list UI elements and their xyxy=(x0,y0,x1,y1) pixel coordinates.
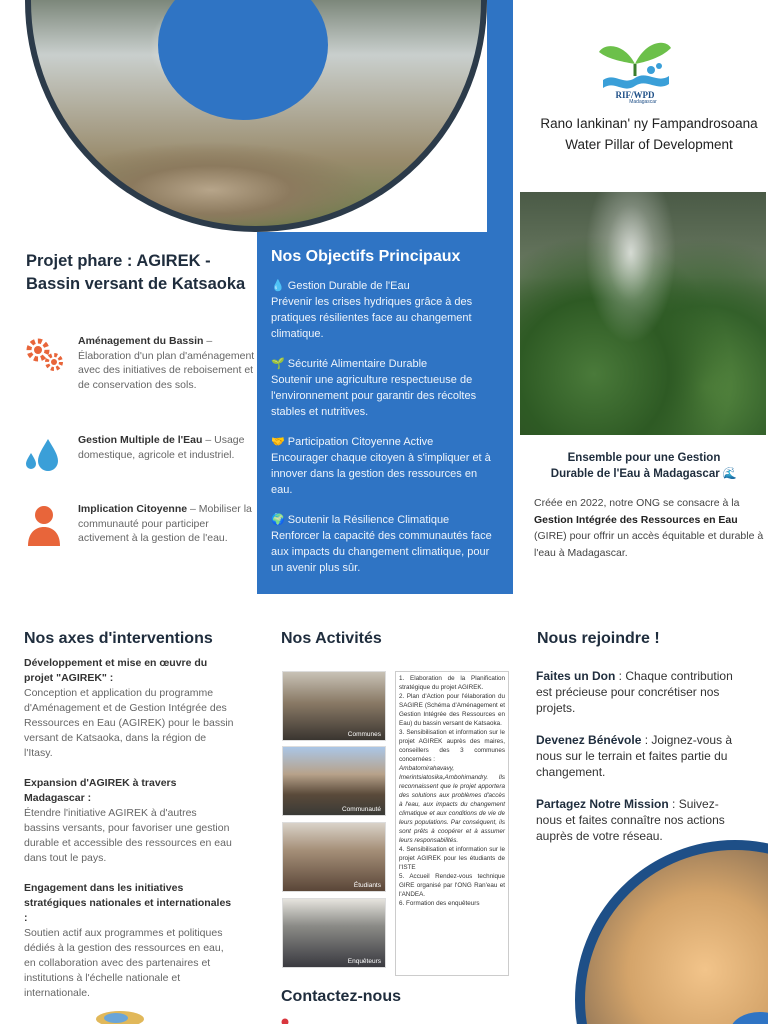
activity-item: 6. Formation des enquêteurs xyxy=(399,900,480,907)
activity-photo-communes xyxy=(282,671,386,741)
activity-item: 3. Sensibilisation et information sur le projet AGIREK auprès des maires, conseillers des 3 communes concernées : xyxy=(399,729,505,763)
activity-photo-enqueteurs xyxy=(282,898,386,968)
person-icon xyxy=(22,502,66,546)
objective-title: Soutenir la Résilience Climatique xyxy=(287,514,450,526)
location-pin-icon xyxy=(280,1018,290,1024)
objective-item xyxy=(271,512,499,576)
axe-title: Engagement dans les initiatives stratégiques nationales et internationales : xyxy=(24,882,232,924)
logo-subtitle: Madagascar xyxy=(629,99,657,104)
join-item-label: Faites un Don xyxy=(536,669,616,683)
contact-title: Contactez-nous xyxy=(281,988,401,1005)
join-item-text: : Chaque contribution est précieuse pour concrétiser nos projets. xyxy=(536,669,733,715)
join-item-text: : Joignez-vous à nous sur le terrain et faites partie du changement. xyxy=(536,733,733,779)
seedling-emoji-icon: 🌱 xyxy=(271,358,285,370)
water-drop-emoji-icon: 💧 xyxy=(271,280,285,292)
ensemble-end: (GIRE) pour offrir un accès équitable et durable à l'eau à Madagascar. xyxy=(534,530,764,559)
objective-title: Sécurité Alimentaire Durable xyxy=(287,358,428,370)
handshake-emoji-icon: 🤝 xyxy=(271,436,285,448)
tagline-malagasy: Rano Iankinan' ny Fampandrosoana xyxy=(540,116,758,131)
feature-text: Gestion Multiple de l'Eau – Usage domestique, agricole et industriel. xyxy=(78,434,245,461)
activity-photo-communaute xyxy=(282,746,386,816)
axe-title: Expansion d'AGIREK à travers Madagascar : xyxy=(24,777,177,804)
feature-title: Gestion Multiple de l'Eau xyxy=(78,434,203,446)
gears-icon xyxy=(22,334,66,378)
join-item-benevole xyxy=(536,732,736,780)
axe-item xyxy=(24,776,234,866)
logo-text: RIF/WPD xyxy=(615,90,655,100)
activity-item: 1. Elaboration de la Planification stratégique du projet AGIREK. xyxy=(399,675,505,691)
activity-photo-etudiants xyxy=(282,822,386,892)
join-item-don xyxy=(536,668,736,716)
hero-waterfall-image xyxy=(0,0,490,232)
ensemble-title xyxy=(528,450,760,482)
objective-item xyxy=(271,356,499,420)
objective-item xyxy=(271,278,499,342)
objective-desc: Soutenir une agriculture respectueuse de l'environnement pour garantir des récoltes stables et nutritives. xyxy=(271,374,477,418)
join-item-label: Devenez Bénévole xyxy=(536,733,642,747)
objective-title: Gestion Durable de l'Eau xyxy=(287,280,410,292)
ensemble-title-line2: Durable de l'Eau à Madagascar 🌊 xyxy=(550,468,738,480)
activity-item: 2. Plan d'Action pour l'élaboration du SAGIRE (Schéma d'Aménagement et Gestion Intégrée des Ressources en Eau) du bassin versant de Katsaoka. xyxy=(399,693,505,727)
feature-title: Aménagement du Bassin xyxy=(78,335,204,347)
tagline xyxy=(530,113,768,155)
axes-list xyxy=(24,656,234,1016)
photo-caption: Enquêteurs xyxy=(347,958,381,965)
activity-item: 4. Sensibilisation et information sur le projet AGIREK pour les étudiants de l'ISTE xyxy=(399,846,505,871)
axe-title: Développement et mise en œuvre du projet "AGIREK" : xyxy=(24,657,208,684)
photo-caption: Communes xyxy=(347,731,381,738)
feature-text: Aménagement du Bassin – Élaboration d'un plan d'aménagement avec des initiatives de reboisement et de conservation des sols. xyxy=(78,335,255,391)
axe-item xyxy=(24,881,234,1001)
objective-title: Participation Citoyenne Active xyxy=(287,436,434,448)
ensemble-gire: Gestion Intégrée des Ressources en Eau xyxy=(534,513,738,526)
join-item-text: : Suivez-nous et faites connaître nos actions auprès de votre réseau. xyxy=(536,797,725,843)
axe-desc: Conception et application du programme d'Aménagement et de Gestion Intégrée des Ressources en Eau (AGIREK) pour le bassin versant de Katsaoka, dans la région de l'Itasy. xyxy=(24,687,234,759)
water-drops-icon xyxy=(22,433,66,477)
objective-item xyxy=(271,434,499,498)
feature-text: Implication Citoyenne – Mobiliser la communauté pour participer activement à la gestion de l'eau. xyxy=(78,503,252,544)
photo-caption: Communauté xyxy=(341,806,381,813)
ensemble-title-line1: Ensemble pour une Gestion xyxy=(567,452,721,464)
objective-desc: Renforcer la capacité des communautés face aux impacts du changement climatique, pour un avenir plus sûr. xyxy=(271,530,492,574)
rif-wpd-logo xyxy=(595,24,675,104)
join-item-partage xyxy=(536,796,736,844)
objective-desc: Encourager chaque citoyen à s'impliquer et à innover dans la gestion des ressources en eau. xyxy=(271,452,491,496)
join-item-label: Partagez Notre Mission xyxy=(536,797,669,811)
feature-title: Implication Citoyenne xyxy=(78,503,188,515)
axe-desc: Soutien actif aux programmes et politiques dédiés à la gestion des ressources en eau, en collaboration avec des partenaires et institutions à l'échelle nationale et internationale. xyxy=(24,927,224,999)
photo-caption: Étudiants xyxy=(353,882,381,889)
objectives-panel xyxy=(257,232,513,594)
objectives-title: Nos Objectifs Principaux xyxy=(271,248,461,265)
activity-item: Ambatomirahavavy, Imerintsiatosika,Ambohimandry. Ils reconnaissent que le projet apportera des solutions aux problèmes d'accès à l'eau, aux impacts du changement climatique et aux conditions de vie de leurs populations. Par conséquent, ils sont prêts à coopérer et à assumer leurs responsabilités. xyxy=(399,765,505,844)
activity-item: 5. Accueil Rendez-vous technique GIRE organisé par l'ONG Ran'eau et l'ANDEA. xyxy=(399,873,505,898)
join-title: Nous rejoindre ! xyxy=(537,630,660,647)
globe-emoji-icon: 🌍 xyxy=(271,514,285,526)
blue-stripe xyxy=(487,0,513,232)
watering-seedlings-photo xyxy=(520,192,766,435)
activities-title: Nos Activités xyxy=(281,630,382,647)
bottom-hands-photo xyxy=(575,840,768,1024)
ensemble-body xyxy=(534,495,768,561)
feature-desc: Usage domestique, agricole et industriel. xyxy=(78,434,245,461)
map-logo-icon xyxy=(92,1005,148,1024)
join-list xyxy=(536,668,736,860)
axes-title: Nos axes d'interventions xyxy=(24,630,213,647)
axe-desc: Étendre l'initiative AGIREK à d'autres bassins versants, pour favoriser une gestion durable et accessible des ressources en eau dans tout le pays. xyxy=(24,807,232,864)
projet-phare-title: Projet phare : AGIREK - Bassin versant de Katsaoka xyxy=(26,252,246,293)
objective-desc: Prévenir les crises hydriques grâce à des pratiques résilientes face au changement climatique. xyxy=(271,296,473,340)
feature-desc: Mobiliser la communauté pour participer activement à la gestion de l'eau. xyxy=(78,503,252,544)
tagline-english: Water Pillar of Development xyxy=(565,137,733,152)
ensemble-intro: Créée en 2022, notre ONG se consacre à la xyxy=(534,497,740,509)
activities-list xyxy=(395,671,509,976)
feature-desc: Élaboration d'un plan d'aménagement avec des initiatives de reboisement et de conservation des sols. xyxy=(78,349,255,391)
axe-item xyxy=(24,656,234,761)
